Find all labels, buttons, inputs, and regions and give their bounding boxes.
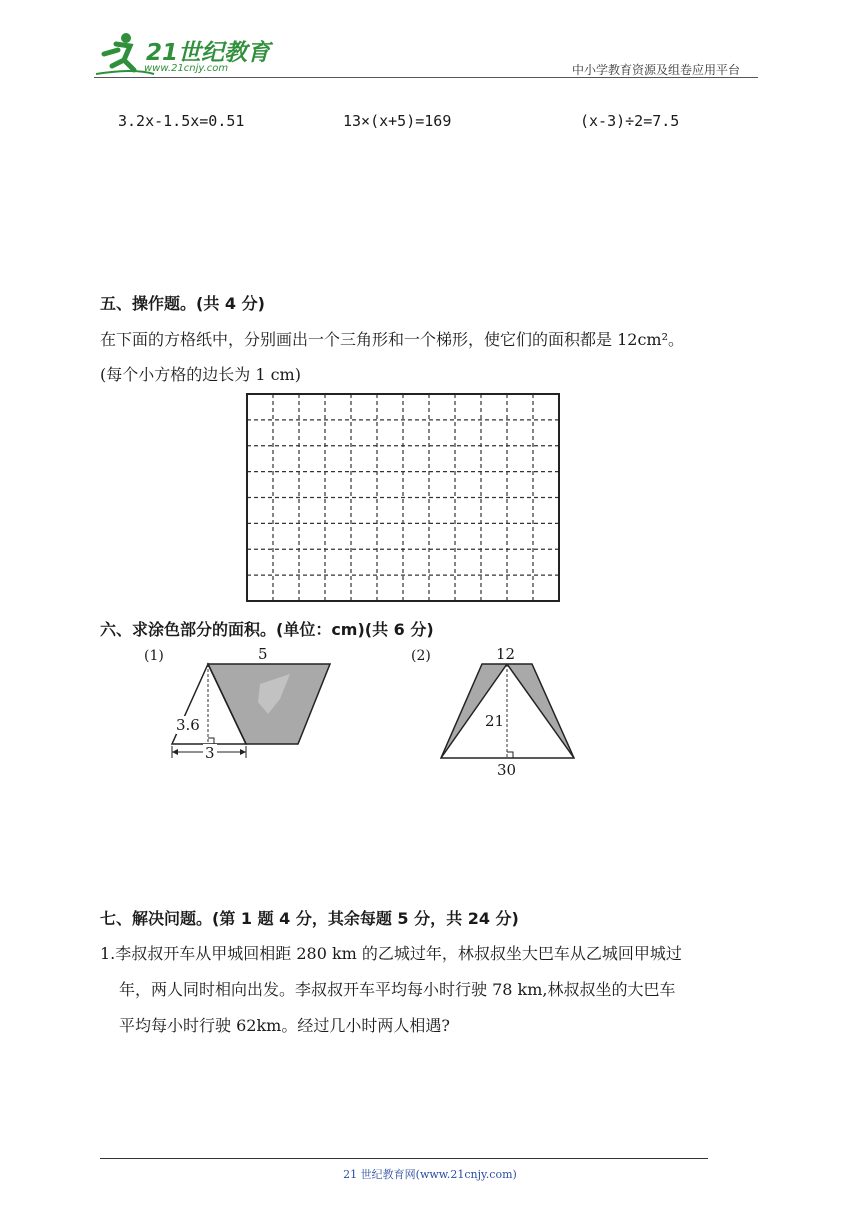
logo-url: www.21cnjy.com [144, 63, 229, 74]
figure-1-label: (1) [144, 648, 164, 664]
figure-1-trapezoid [140, 644, 370, 769]
figure-2-bottom-length: 30 [497, 761, 517, 779]
section-6-title: 六、求涂色部分的面积。(单位：cm)(共 6 分) [100, 620, 434, 639]
header-divider [94, 77, 758, 78]
question-1-line-3: 平均每小时行驶 62km。经过几小时两人相遇? [119, 1016, 450, 1035]
section-5-line-2: (每个小方格的边长为 1 cm) [100, 365, 301, 384]
figure-1-top-length: 5 [258, 645, 268, 663]
grid-paper [246, 393, 561, 603]
equation-2: 13×(x+5)=169 [343, 112, 452, 130]
figure-2-label: (2) [411, 648, 431, 664]
section-5-line-1: 在下面的方格纸中，分别画出一个三角形和一个梯形，使它们的面积都是 12cm²。 [100, 330, 684, 349]
section-7-title: 七、解决问题。(第 1 题 4 分，其余每题 5 分，共 24 分) [100, 909, 519, 928]
figure-2-height: 21 [485, 712, 505, 730]
logo-text: 21世纪教育 [146, 40, 271, 66]
question-1-line-2: 年，两人同时相向出发。李叔叔开车平均每小时行驶 78 km,林叔叔坐的大巴车 [119, 980, 676, 999]
figure-2-trapezoid [405, 644, 595, 774]
footer-divider [100, 1158, 708, 1159]
question-1-line-1: 1.李叔叔开车从甲城回相距 280 km 的乙城过年，林叔叔坐大巴车从乙城回甲城过 [100, 944, 682, 963]
footer-text: 21 世纪教育网(www.21cnjy.com) [343, 1168, 517, 1181]
equation-1: 3.2x-1.5x=0.51 [118, 112, 245, 130]
figure-1-bottom-length: 3 [205, 744, 215, 762]
section-5-title: 五、操作题。(共 4 分) [100, 294, 265, 313]
figure-1-height: 3.6 [176, 716, 200, 734]
platform-name: 中小学教育资源及组卷应用平台 [572, 63, 741, 77]
figure-2-top-length: 12 [496, 645, 516, 663]
equation-3: (x-3)÷2=7.5 [580, 112, 680, 130]
